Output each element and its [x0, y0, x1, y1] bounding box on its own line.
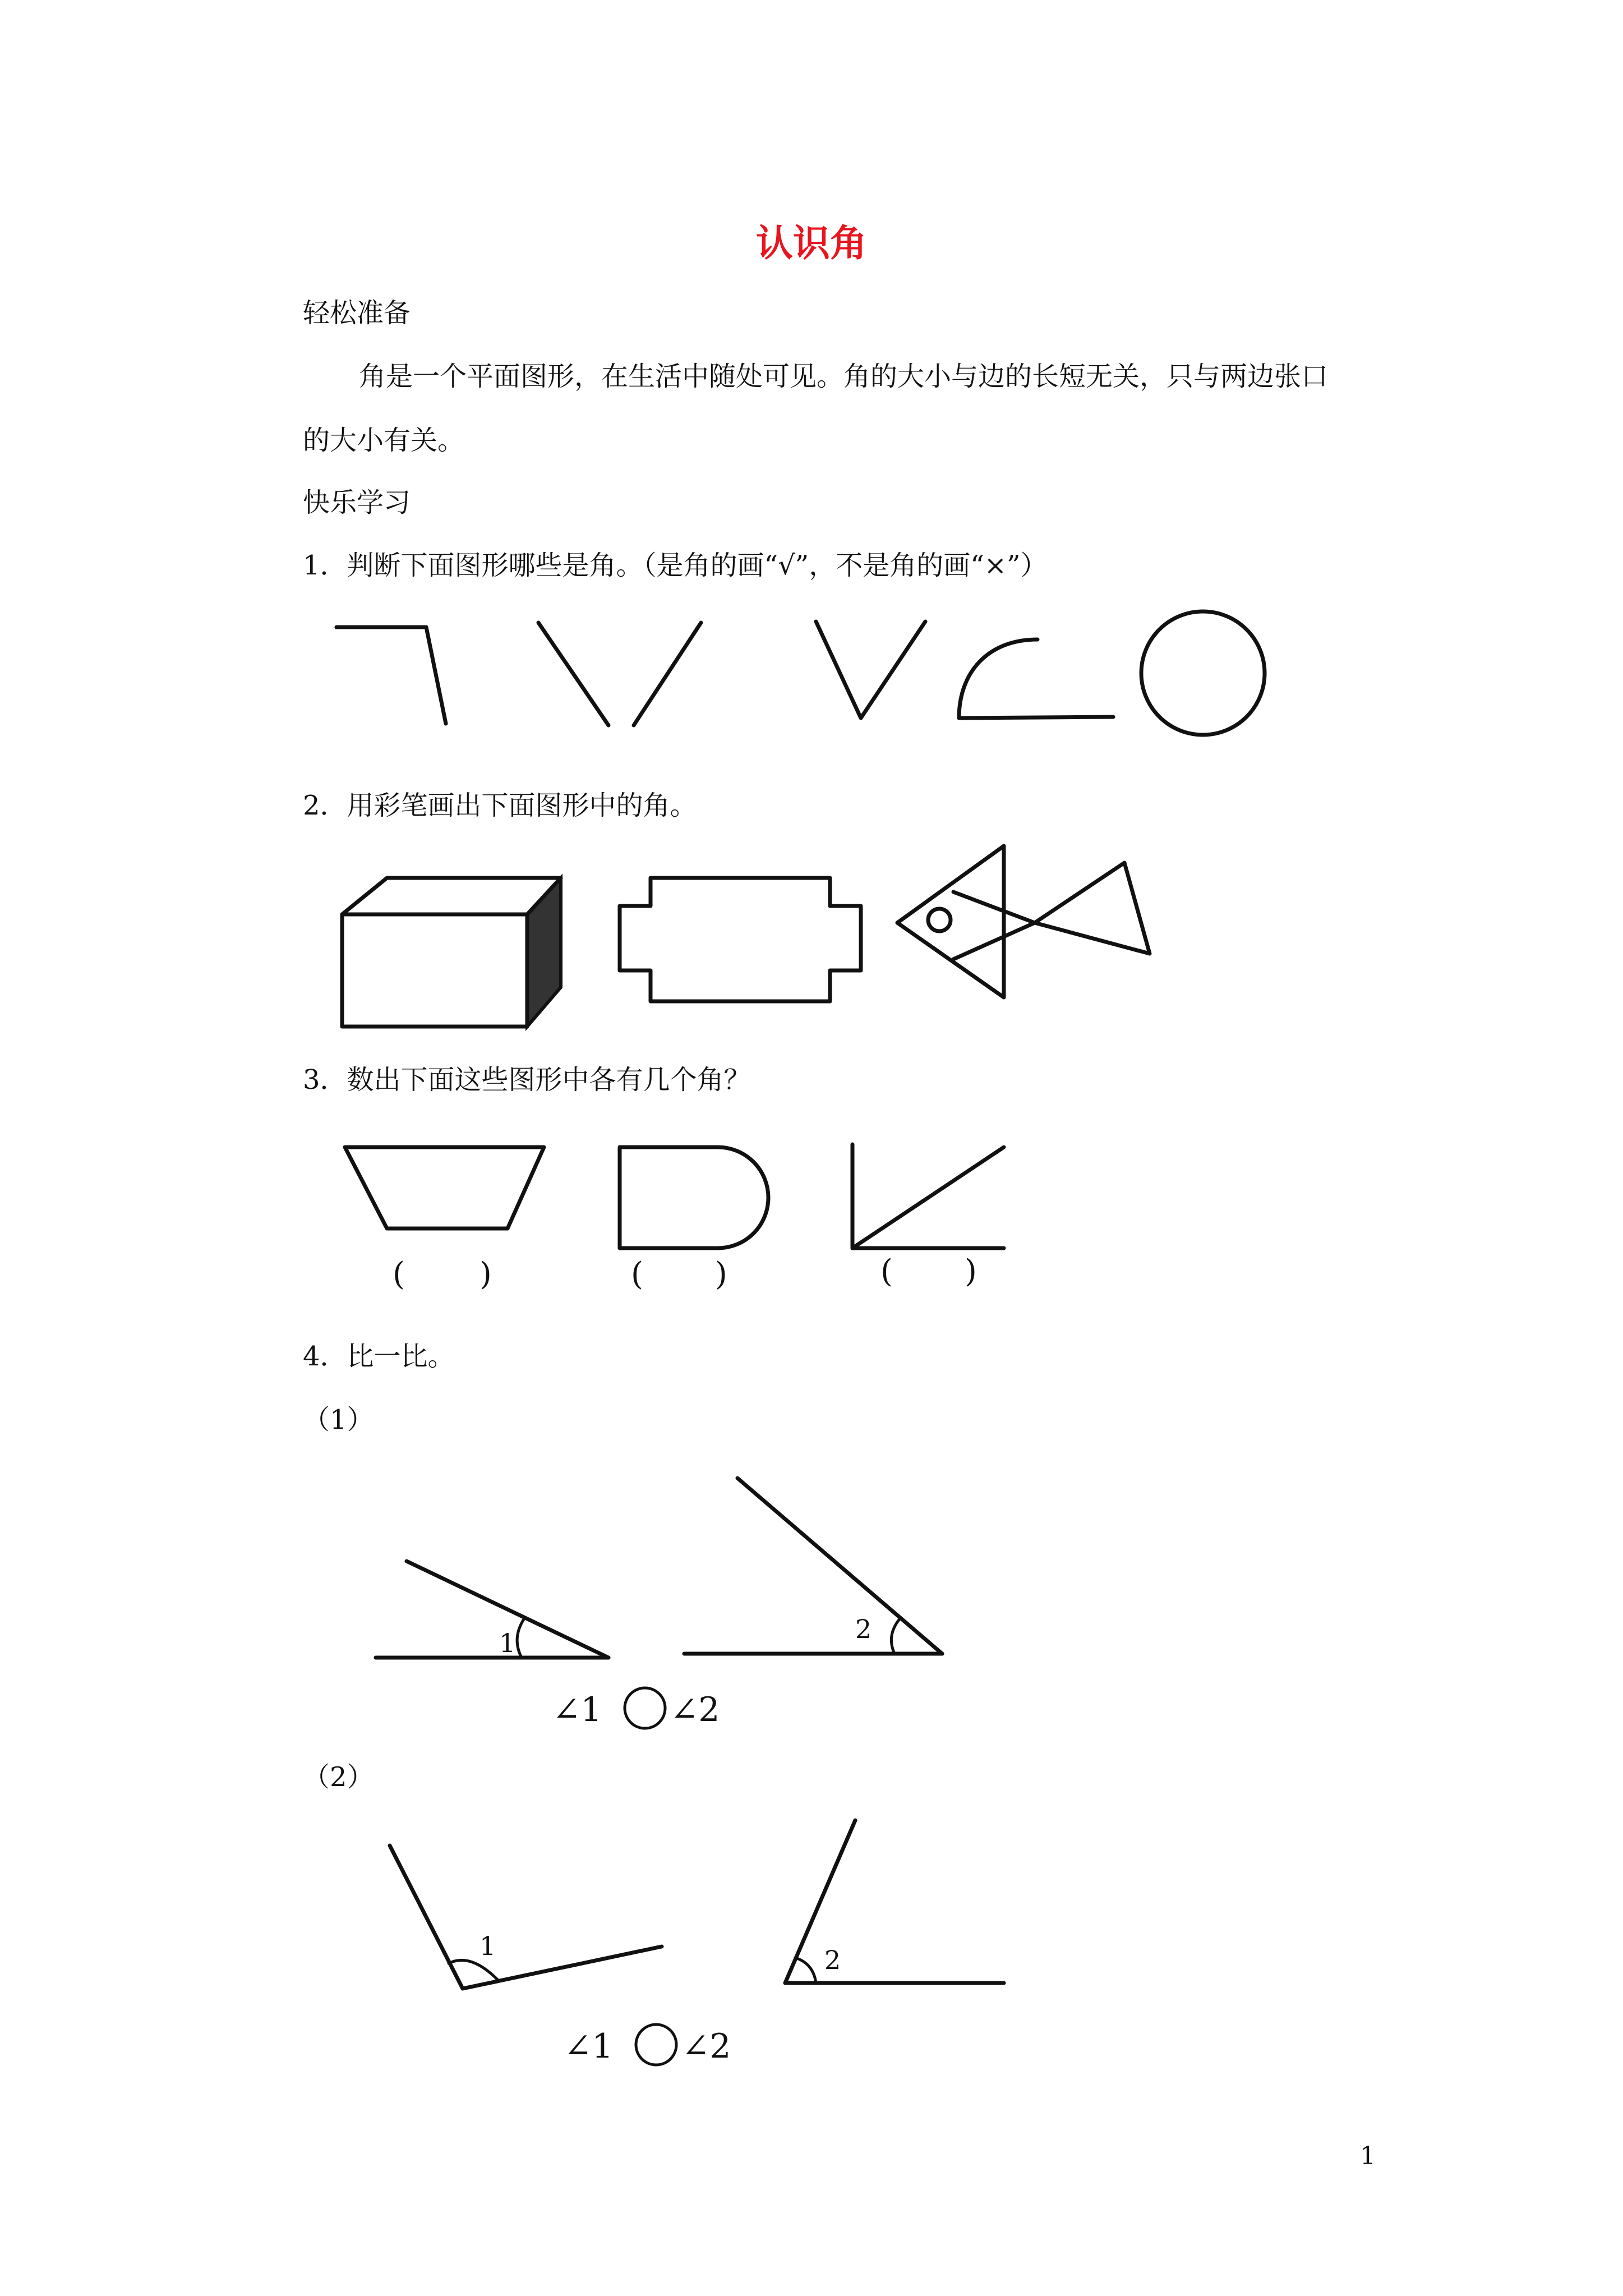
q3-figure-semicircle-rect	[620, 1147, 768, 1248]
q3-figure-angle	[852, 1144, 1004, 1248]
q2-figure-cross-shape	[620, 878, 861, 1001]
svg-text:∠1: ∠1	[564, 2027, 614, 2066]
svg-text:): )	[715, 1256, 727, 1292]
q2-figure-fish	[897, 846, 1150, 997]
svg-text:∠2: ∠2	[670, 1690, 720, 1729]
page-title: 认识角	[756, 221, 867, 265]
svg-text:(: (	[393, 1256, 405, 1292]
learn-heading: 快乐学习	[303, 487, 411, 518]
q4-2-angle-2	[785, 1820, 1004, 1983]
svg-text:(: (	[880, 1253, 893, 1290]
question-1: 1．判断下面图形哪些是角。（是角的画“√”，不是角的画“×”）	[303, 550, 1048, 581]
svg-text:∠1: ∠1	[552, 1690, 602, 1729]
q1-figure-open-lines	[538, 623, 701, 725]
svg-text:2: 2	[824, 1945, 841, 1975]
svg-text:): )	[965, 1253, 977, 1290]
svg-text:2: 2	[855, 1614, 872, 1644]
question-4-part-2: （2）	[303, 1761, 374, 1793]
prep-paragraph-line2: 的大小有关。	[303, 425, 465, 456]
q4-2-angle-1	[390, 1846, 662, 1989]
svg-text:1: 1	[479, 1931, 496, 1961]
prep-heading: 轻松准备	[303, 297, 411, 329]
question-4-part-1: （1）	[303, 1404, 374, 1435]
q2-figure-cuboid	[342, 878, 561, 1027]
q3-figure-trapezoid	[345, 1147, 544, 1228]
question-3: 3．数出下面这些图形中各有几个角？	[303, 1064, 751, 1096]
q4-1-compare-circle[interactable]	[625, 1688, 665, 1728]
prep-paragraph-line1: 角是一个平面图形，在生活中随处可见。角的大小与边的长短无关，只与两边张口	[359, 361, 1329, 392]
svg-text:(: (	[631, 1256, 643, 1292]
question-4: 4．比一比。	[303, 1341, 455, 1372]
q4-1-compare	[552, 1688, 720, 1729]
q1-figure-circle	[1141, 611, 1265, 735]
q3-answer-blank-3[interactable]	[880, 1253, 977, 1290]
q3-answer-blank-2[interactable]	[631, 1256, 727, 1292]
q4-1-angle-2	[684, 1478, 942, 1654]
q4-2-compare	[564, 2024, 731, 2066]
svg-text:): )	[479, 1256, 492, 1292]
q1-figure-bent-line	[336, 627, 446, 724]
svg-text:1: 1	[499, 1628, 516, 1658]
page-number: 1	[1360, 2142, 1376, 2170]
svg-text:∠2: ∠2	[681, 2027, 731, 2066]
question-2: 2．用彩笔画出下面图形中的角。	[303, 790, 697, 821]
q4-1-angle-1	[376, 1561, 608, 1658]
q1-figure-v-angle	[816, 622, 925, 718]
q3-answer-blank-1[interactable]	[393, 1256, 492, 1292]
q4-2-compare-circle[interactable]	[636, 2024, 676, 2065]
q1-figure-curve-line	[959, 639, 1113, 718]
